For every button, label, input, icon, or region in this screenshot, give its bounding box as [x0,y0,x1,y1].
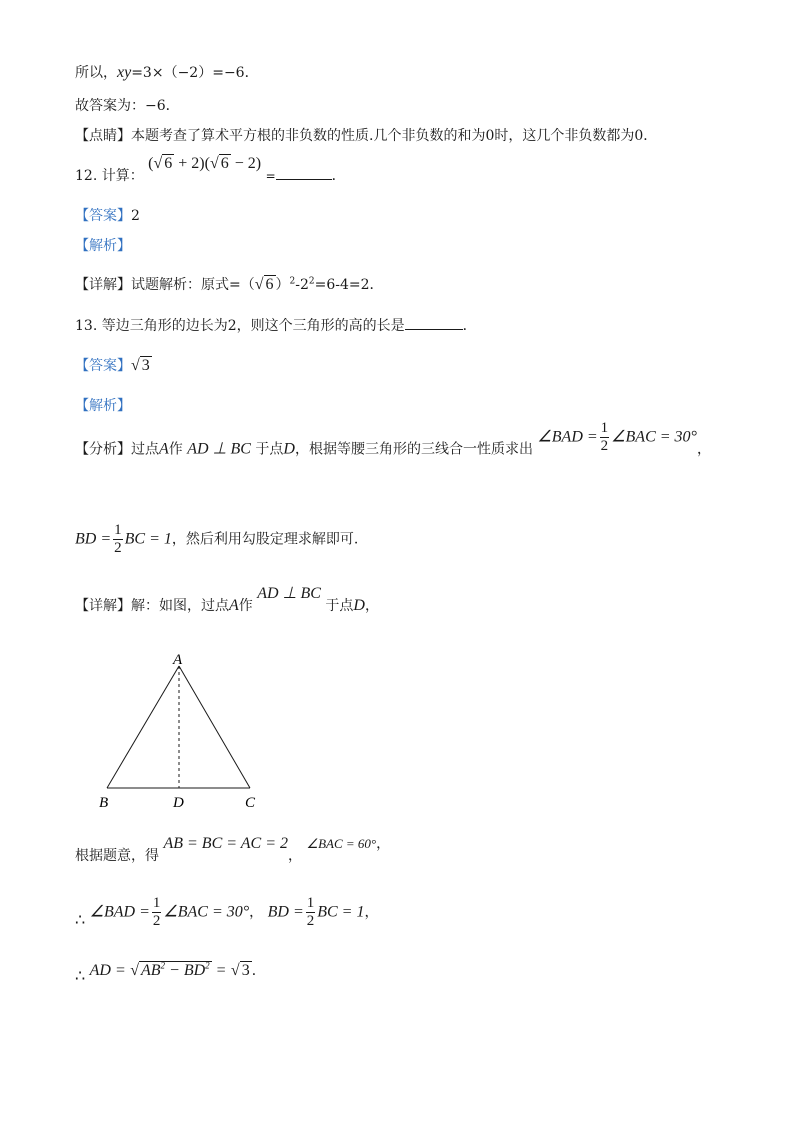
dianjing-text: 本题考查了算术平方根的非负数的性质.几个非负数的和为0时，这几个非负数都为0． [131,128,658,144]
detail-line: 【详解】解：如图，过点A作 AD ⊥ BC 于点D， [75,585,379,614]
math-given: AB = BC = AC = 2 [163,835,288,852]
math-bd: BD = [75,530,112,548]
expression: (√ 6 + 2)(√ 6 − 2) [148,155,262,172]
side-ab [107,666,179,788]
question-text: 等边三角形的边长为2，则这个三角形的高的长是 [101,318,405,334]
question-number: 13. [75,318,98,334]
side-ac [179,666,250,788]
text: =3×（−2）=−6． [131,65,259,81]
answer-value: √ 3 [131,357,150,374]
therefore-line-2: ∴ AD = √ $AB^2 - BD^2$ = √ 3 ． [75,960,266,985]
fenxi-line: 【分析】过点A作 AD ⊥ BC 于点D，根据等腰三角形的三线合一性质求出 ∠BAD = $\frac{1}{2}$ ∠BAC = 30°， [75,420,711,458]
answer-tag: 【答案】 [75,208,131,224]
label-a: A [173,652,183,668]
dianjing-line [75,126,657,146]
therefore-symbol: ∴ [75,909,86,929]
answer-blank [276,179,332,180]
answer-blank [405,329,463,330]
math-perp: AD ⊥ BC [187,440,251,458]
question-label: 计算： [101,168,144,184]
question-number: 12. [75,168,98,184]
answer-line [75,206,140,226]
fenxi-line-2: BD = $\frac{1}{2}$ BC = 1，然后利用勾股定理求解即可. [75,522,359,556]
triangle-diagram [95,650,275,820]
math-bad: ∠BAD = $\frac{1}{2}$ ∠BAC = 30° [537,420,697,454]
analysis-tag: 【解析】 [75,398,131,414]
label-d: D [173,795,184,811]
equals: = [265,169,276,183]
given-line: 根据题意，得 AB = BC = AC = 2， ∠BAC = 60°， [75,835,391,864]
text: 所以， [75,65,117,81]
detail-tag: 【详解】 [75,598,131,614]
analysis-tag: 【解析】 [75,238,131,254]
label-b: B [99,795,109,811]
label-c: C [245,795,256,811]
math-sqrt-expr: √ $AB^2 - BD^2$ [130,960,210,979]
answer-tag: 【答案】 [75,358,131,374]
math-var: xy [117,64,132,81]
dianjing-tag: 【点睛】 [75,128,131,144]
detail-line: 【详解】试题解析：原式=（√ 6 ）$^2-2^2=6-4=2$． [75,276,384,293]
triangle-figure [95,650,275,824]
question-13: 13. 等边三角形的边长为2，则这个三角形的高的长是 ． [75,318,477,334]
math-angle: ∠BAC = 60° [306,836,377,851]
question-12 [75,155,346,186]
answer-line [75,356,152,376]
text-line: 故答案为：−6． [75,98,180,114]
math-perp: AD ⊥ BC [257,585,321,602]
therefore-line-1: ∴ ∠BAD = $\frac{1}{2}$ ∠BAC = 30°， BD = $\frac{1}{2}$ BC = 1， [75,895,379,929]
text-line [75,63,259,83]
text: ． [331,168,346,184]
detail-tag: 【详解】 [75,277,131,293]
answer-value: 2 [131,208,140,224]
fenxi-tag: 【分析】 [75,441,131,458]
therefore-symbol: ∴ [75,966,86,985]
